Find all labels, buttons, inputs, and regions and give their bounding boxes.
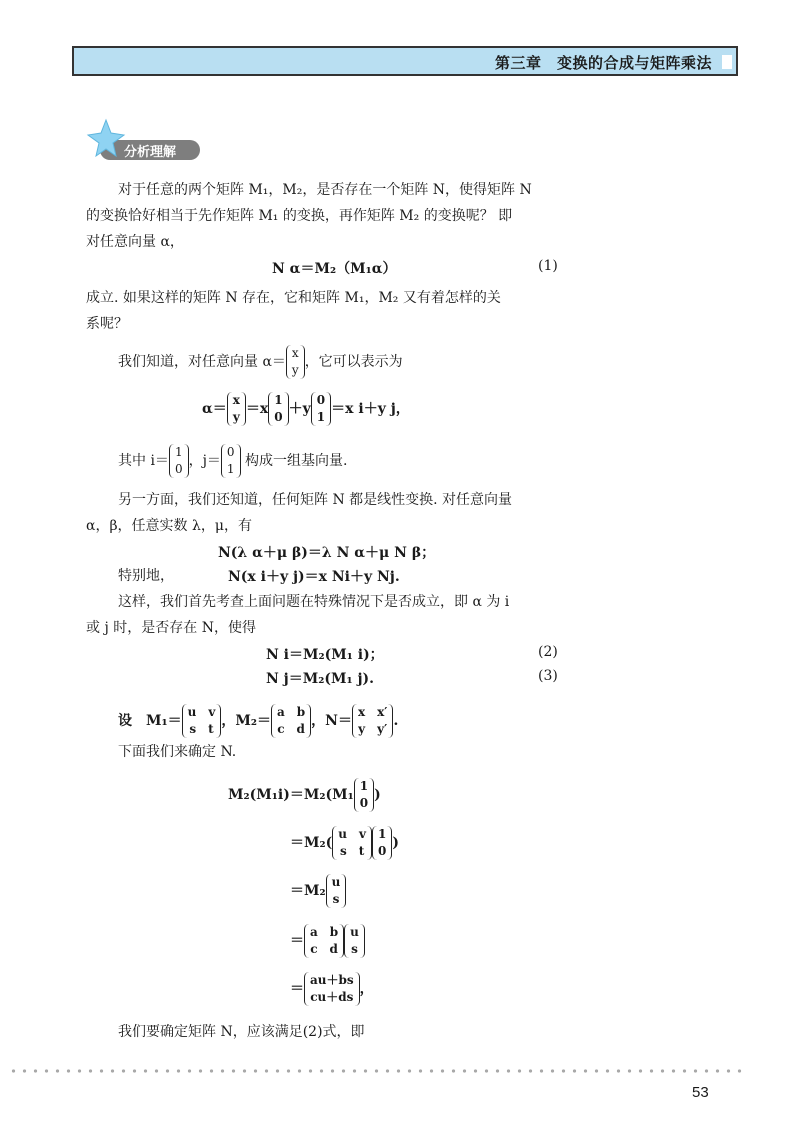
vector-alpha [286, 345, 305, 379]
text-fragment: 我们知道，对任意向量 α＝ [118, 354, 286, 370]
section-badge [86, 118, 202, 162]
matrix-entry: x x′ [357, 705, 388, 719]
matrix-definitions [118, 704, 398, 738]
matrix-entry: s [332, 892, 340, 906]
text-fragment: α＝ [202, 401, 227, 417]
matrix-entry: a b [310, 925, 339, 939]
matrix-entry: y y′ [358, 722, 388, 736]
chapter-title: 第三章 变换的合成与矩阵乘法 [494, 54, 712, 72]
text-fragment: ＝x [245, 401, 269, 417]
equation-2: N i＝M₂(M₁ i)； [266, 647, 384, 663]
text-fragment: ＝M₂ [290, 835, 326, 851]
equation-3-number: (3) [538, 668, 558, 684]
matrix [311, 392, 331, 426]
matrix-entry: x [232, 393, 240, 407]
matrix [332, 826, 372, 860]
paragraph-line: 系呢？ [86, 316, 128, 332]
matrix-m1 [182, 704, 222, 738]
paragraph-line: α，β，任意实数 λ，μ，有 [86, 518, 252, 534]
matrix-entry: 0 [274, 410, 283, 424]
matrix-entry: 1 [174, 445, 183, 459]
matrix-entry: u v [187, 705, 216, 719]
text-fragment: ，j＝ [188, 453, 221, 469]
text-fragment: 其中 i＝ [118, 453, 169, 469]
paragraph-line: 或 j 时，是否存在 N，使得 [86, 620, 256, 636]
paragraph-line: 这样，我们首先考查上面问题在特殊情况下是否成立，即 α 为 i [118, 594, 510, 610]
matrix-entry: 0 [316, 393, 326, 407]
section-label: 分析理解 [124, 145, 177, 160]
matrix [227, 392, 246, 426]
vector [344, 924, 365, 958]
derivation-step-1: M₂(M₁i)＝M₂(M₁ 1 0 ) [228, 779, 381, 810]
matrix-entry: u [331, 875, 341, 889]
matrix-n [352, 704, 393, 738]
matrix-entry: y [232, 410, 240, 424]
vector-j [221, 444, 241, 478]
vector [372, 826, 392, 860]
matrix-entry: 1 [226, 462, 235, 476]
matrix-entry: a b [276, 705, 306, 719]
matrix-entry: 0 [377, 844, 387, 858]
text-fragment: ＝x i＋y j， [331, 401, 410, 417]
matrix-entry: u [350, 925, 359, 939]
text-fragment: ＝ [290, 981, 304, 997]
text-fragment: ＋y [288, 401, 311, 417]
text-fragment: ＝M₂ [290, 883, 326, 899]
matrix-entry: au＋bs [310, 973, 354, 987]
paragraph-line: 我们要确定矩阵 N，应该满足(2)式，即 [118, 1024, 365, 1040]
text-fragment: ，N＝ [311, 713, 352, 729]
vector [354, 778, 374, 812]
matrix-entry: 0 [226, 445, 235, 459]
text-fragment: ， [359, 981, 374, 997]
text-fragment: ，M₂＝ [221, 713, 271, 729]
vector-i [169, 444, 189, 478]
equation-basis-decomposition [202, 392, 410, 426]
matrix-entry: u v [338, 827, 366, 841]
matrix [304, 924, 344, 958]
paragraph-line: 对任意向量 α， [86, 234, 184, 250]
equation-linearity: N(λ α＋μ β)＝λ N α＋μ N β； [218, 545, 436, 561]
matrix-entry: 1 [316, 410, 326, 424]
matrix-entry: s t [189, 722, 214, 736]
header-corner-tab [722, 55, 732, 69]
matrix-entry: 0 [359, 796, 369, 810]
paragraph-line: 的变换恰好相当于先作矩阵 M₁ 的变换，再作矩阵 M₂ 的变换呢？ 即 [86, 208, 513, 224]
matrix-entry: 0 [174, 462, 183, 476]
vector [304, 972, 360, 1006]
equation-2-number: (2) [538, 644, 558, 660]
matrix-entry: s t [339, 844, 365, 858]
vector [326, 874, 347, 908]
chapter-header [72, 46, 738, 76]
equation-1-number: (1) [538, 258, 558, 274]
footer-dotted-divider [8, 1069, 748, 1073]
paragraph-label: 特别地， [118, 568, 174, 584]
text-fragment: M₁ [332, 787, 354, 803]
matrix-entry: 1 [274, 393, 283, 407]
derivation-step-5 [290, 972, 374, 1006]
text-fragment: ＝ [290, 933, 304, 949]
matrix-m2 [271, 704, 311, 738]
matrix-entry: s [351, 942, 358, 956]
paragraph-line: 另一方面，我们还知道，任何矩阵 N 都是线性变换. 对任意向量 [118, 492, 513, 508]
paragraph-line: 成立. 如果这样的矩阵 N 存在，它和矩阵 M₁，M₂ 又有着怎样的关 [86, 290, 501, 306]
derivation-step-4 [290, 924, 365, 958]
matrix-entry: x [291, 346, 299, 360]
matrix-entry: c d [277, 722, 305, 736]
derivation-step-2: ＝M₂( u v s t 1 0 ) [290, 827, 399, 858]
derivation-step-3 [290, 874, 346, 908]
matrix-entry: y [291, 363, 299, 377]
paragraph-line: 对于任意的两个矩阵 M₁，M₂，是否存在一个矩阵 N，使得矩阵 N [118, 182, 532, 198]
matrix-entry: 1 [359, 779, 369, 793]
paragraph-line: 下面我们来确定 N. [118, 744, 237, 760]
text-fragment: ，它可以表示为 [304, 354, 403, 370]
equation-3: N j＝M₂(M₁ j). [266, 671, 375, 687]
equation-special: N(x i＋y j)＝x Ni＋y Nj. [228, 569, 400, 585]
text-fragment: 构成一组基向量. [240, 453, 348, 469]
matrix-entry: 1 [377, 827, 387, 841]
text-fragment: M₂(M₁i)＝M₂ [228, 787, 326, 803]
star-icon [86, 118, 126, 158]
matrix-entry: cu＋ds [310, 990, 354, 1004]
paragraph-line-basis [118, 444, 347, 478]
page-number: 53 [692, 1084, 709, 1101]
paragraph-line-vector-def [118, 345, 403, 379]
text-fragment: 设 M₁＝ [118, 713, 182, 729]
text-fragment: . [393, 713, 399, 729]
equation-1: N α＝M₂（M₁α） [272, 261, 397, 277]
matrix [268, 392, 288, 426]
matrix-entry: c d [310, 942, 338, 956]
